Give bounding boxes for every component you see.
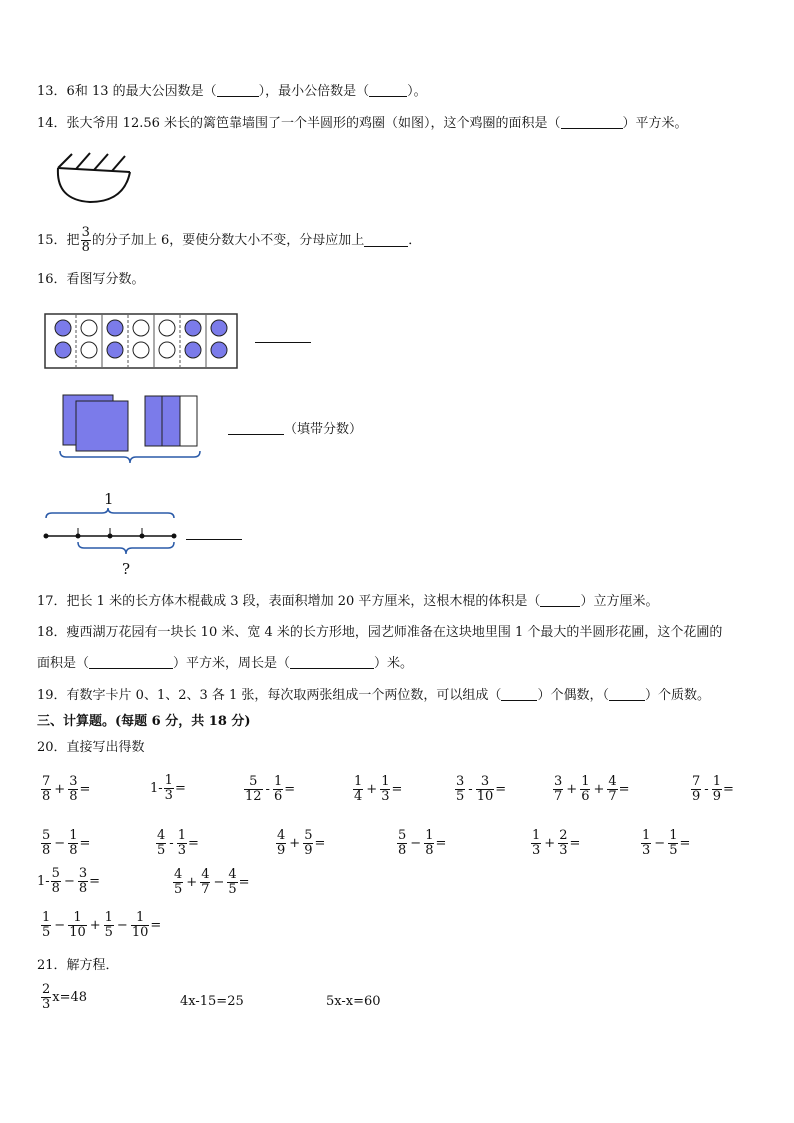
fraction: $\frac{7}{9}$ <box>692 774 701 804</box>
fraction: $\frac{3}{10}$ <box>476 774 494 804</box>
answer-blank[interactable] <box>609 688 645 701</box>
question-21: 21．解方程． <box>37 958 119 973</box>
fraction: $\frac{1}{3}$ <box>642 828 651 858</box>
fraction: $\frac{1}{10}$ <box>131 910 149 940</box>
fraction: $\frac{4}{7}$ <box>608 774 617 804</box>
calc-item <box>155 828 199 858</box>
calc-item <box>150 774 186 803</box>
semicircle-pen-figure <box>50 148 136 206</box>
fraction: $\frac{3}{7}$ <box>554 774 563 804</box>
calc-item <box>352 774 402 804</box>
fraction: $\frac{1}{5}$ <box>42 910 51 940</box>
calc-expression: $\frac{5}{8}$ − $\frac{1}{8}$ = <box>398 828 447 858</box>
calc-expression: $\frac{5}{12}$ - $\frac{1}{6}$ = <box>245 774 296 804</box>
fraction: $\frac{1}{4}$ <box>354 774 363 804</box>
answer-blank[interactable] <box>364 234 408 247</box>
calc-expression: $\frac{1}{5}$ − $\frac{1}{10}$ + $\frac{1}{5}$ − $\frac{1}{10}$ = <box>42 910 162 940</box>
filled-circle <box>55 320 71 336</box>
calc-item <box>37 867 100 896</box>
answer-blank[interactable] <box>186 539 242 540</box>
fraction: $\frac{1}{3}$ <box>532 828 541 858</box>
fraction: $\frac{1}{5}$ <box>104 910 113 940</box>
filled-circle <box>107 342 123 358</box>
calc-item <box>640 828 690 858</box>
fraction: $\frac{2}{3}$ <box>559 828 568 858</box>
fraction: $\frac{1}{3}$ <box>177 828 186 858</box>
fraction: $\frac{5}{8}$ <box>42 828 51 858</box>
question-16: 16．看图写分数。 <box>37 272 145 287</box>
numberline-total-label: 1 <box>104 490 114 508</box>
calc-item <box>172 867 250 897</box>
question-17: 17．把长 1 米的长方体木棍截成 3 段，表面积增加 20 平方厘米，这根木棍的体积是（ ）立方厘米。 <box>37 594 659 609</box>
fraction: $\frac{4}{5}$ <box>157 828 166 858</box>
fraction: $\frac{1}{3}$ <box>164 773 173 803</box>
calc-item <box>243 774 295 804</box>
answer-blank[interactable] <box>369 84 407 97</box>
answer-blank[interactable] <box>217 84 259 97</box>
mixed-fraction-answer: （填带分数） <box>228 422 362 438</box>
fraction: $\frac{1}{3}$ <box>381 774 390 804</box>
calc-expression: $\frac{4}{9}$ + $\frac{5}{9}$ = <box>277 828 326 858</box>
fraction: $\frac{3}{5}$ <box>456 774 465 804</box>
calc-item <box>454 774 506 804</box>
fraction: $\frac{1}{6}$ <box>273 774 283 804</box>
question-14: 14．张大爷用 12.56 米长的篱笆靠墙围了一个半圆形的鸡圈（如图），这个鸡圈的面积是（ ）平方米。 <box>37 116 688 131</box>
numberline-figure <box>40 508 190 554</box>
answer-blank[interactable] <box>561 116 623 129</box>
calc-item <box>396 828 446 858</box>
empty-circle <box>133 320 149 336</box>
fraction: $\frac{4}{7}$ <box>201 867 210 897</box>
calc-item <box>530 828 580 858</box>
equation-3: 5x-x=60 <box>326 994 381 1009</box>
calc-item <box>40 828 90 858</box>
fraction: $\frac{5}{8}$ <box>398 828 407 858</box>
fraction: $\frac{3}{8}$ <box>78 866 88 896</box>
question-20: 20．直接写出得数 <box>37 740 145 755</box>
calc-expression: 1- $\frac{1}{3}$ = <box>150 773 186 803</box>
calc-expression: 1- $\frac{5}{8}$ − $\frac{3}{8}$ = <box>37 866 101 896</box>
answer-blank[interactable] <box>540 594 580 607</box>
equation-2: 4x-15=25 <box>180 994 244 1009</box>
fraction: $\frac{4}{5}$ <box>228 867 237 897</box>
calc-item <box>40 774 90 804</box>
answer-blank[interactable] <box>228 422 284 435</box>
filled-circle <box>211 320 227 336</box>
fraction: $\frac{1}{6}$ <box>581 774 590 804</box>
answer-blank[interactable] <box>255 342 311 343</box>
fraction: $\frac{1}{9}$ <box>712 774 721 804</box>
fraction: $\frac{4}{9}$ <box>277 828 286 858</box>
question-13: 13．6和 13 的最大公因数是（ ），最小公倍数是（ ）。 <box>37 84 427 99</box>
calc-expression: $\frac{1}{4}$ + $\frac{1}{3}$ = <box>354 774 403 804</box>
numberline-question-mark: ? <box>122 560 131 578</box>
fraction: $\frac{7}{8}$ <box>42 774 51 804</box>
calc-expression: $\frac{3}{5}$ - $\frac{3}{10}$ = <box>456 774 507 804</box>
answer-blank[interactable] <box>290 656 374 669</box>
empty-circle <box>159 320 175 336</box>
fraction: $\frac{3}{8}$ <box>69 774 78 804</box>
filled-circle <box>185 342 201 358</box>
section-heading: 三、计算题。(每题 6 分，共 18 分) <box>37 714 251 729</box>
empty-circle <box>81 320 97 336</box>
calc-expression: $\frac{5}{8}$ − $\frac{1}{8}$ = <box>42 828 91 858</box>
calc-expression: $\frac{1}{3}$ + $\frac{2}{3}$ = <box>532 828 581 858</box>
circle-grid-figure <box>44 313 238 369</box>
fraction: $\frac{5}{9}$ <box>304 828 313 858</box>
question-18-line1: 18．瘦西湖万花园有一块长 10 米、宽 4 米的长方形地，园艺师准备在这块地里围 1 个最大的半圆形花圃，这个花圃的 <box>37 625 723 640</box>
empty-circle <box>81 342 97 358</box>
fraction: $\frac{1}{5}$ <box>669 828 678 858</box>
fraction: $\frac{4}{5}$ <box>174 867 183 897</box>
fraction: $\frac{1}{10}$ <box>69 910 86 940</box>
calc-item <box>552 774 630 804</box>
fraction: $\frac{1}{8}$ <box>425 828 434 858</box>
calc-expression: $\frac{4}{5}$ + $\frac{4}{7}$ − $\frac{4}{5}$ = <box>174 867 250 897</box>
empty-circle <box>133 342 149 358</box>
calc-item <box>690 774 734 804</box>
empty-circle <box>159 342 175 358</box>
calc-expression: $\frac{7}{9}$ - $\frac{1}{9}$ = <box>692 774 734 804</box>
calc-item <box>40 910 161 940</box>
calc-item <box>275 828 325 858</box>
fraction: $\frac{5}{8}$ <box>51 866 60 896</box>
calc-expression: $\frac{1}{3}$ − $\frac{1}{5}$ = <box>642 828 691 858</box>
calc-expression: $\frac{3}{7}$ + $\frac{1}{6}$ + $\frac{4}{7}$ = <box>554 774 630 804</box>
calc-expression: $\frac{4}{5}$ - $\frac{1}{3}$ = <box>157 828 199 858</box>
equation-1: $\frac{2}{3}$ x=48 <box>42 982 88 1012</box>
question-number: 13． <box>37 84 67 99</box>
question-15: 15． 把 $\frac{3}{8}$ 的分子加上 6，要使分数大小不变，分母应加上 ． <box>37 225 422 255</box>
question-18-line2: 面积是（ ）平方米，周长是（ ）米。 <box>37 656 414 671</box>
filled-circle <box>55 342 71 358</box>
question-19: 19．有数字卡片 0、1、2、3 各 1 张，每次取两张组成一个两位数，可以组成（ ）个偶数，（ ）个质数。 <box>37 688 710 703</box>
answer-blank[interactable] <box>501 688 537 701</box>
filled-circle <box>107 320 123 336</box>
fraction: $\frac{3}{8}$ <box>81 225 90 255</box>
fraction: $\frac{1}{8}$ <box>69 828 78 858</box>
calc-expression: $\frac{7}{8}$ + $\frac{3}{8}$ = <box>42 774 91 804</box>
filled-circle <box>185 320 201 336</box>
answer-blank[interactable] <box>89 656 173 669</box>
squares-figure <box>58 393 204 465</box>
filled-circle <box>211 342 227 358</box>
fraction: $\frac{5}{12}$ <box>245 774 262 804</box>
